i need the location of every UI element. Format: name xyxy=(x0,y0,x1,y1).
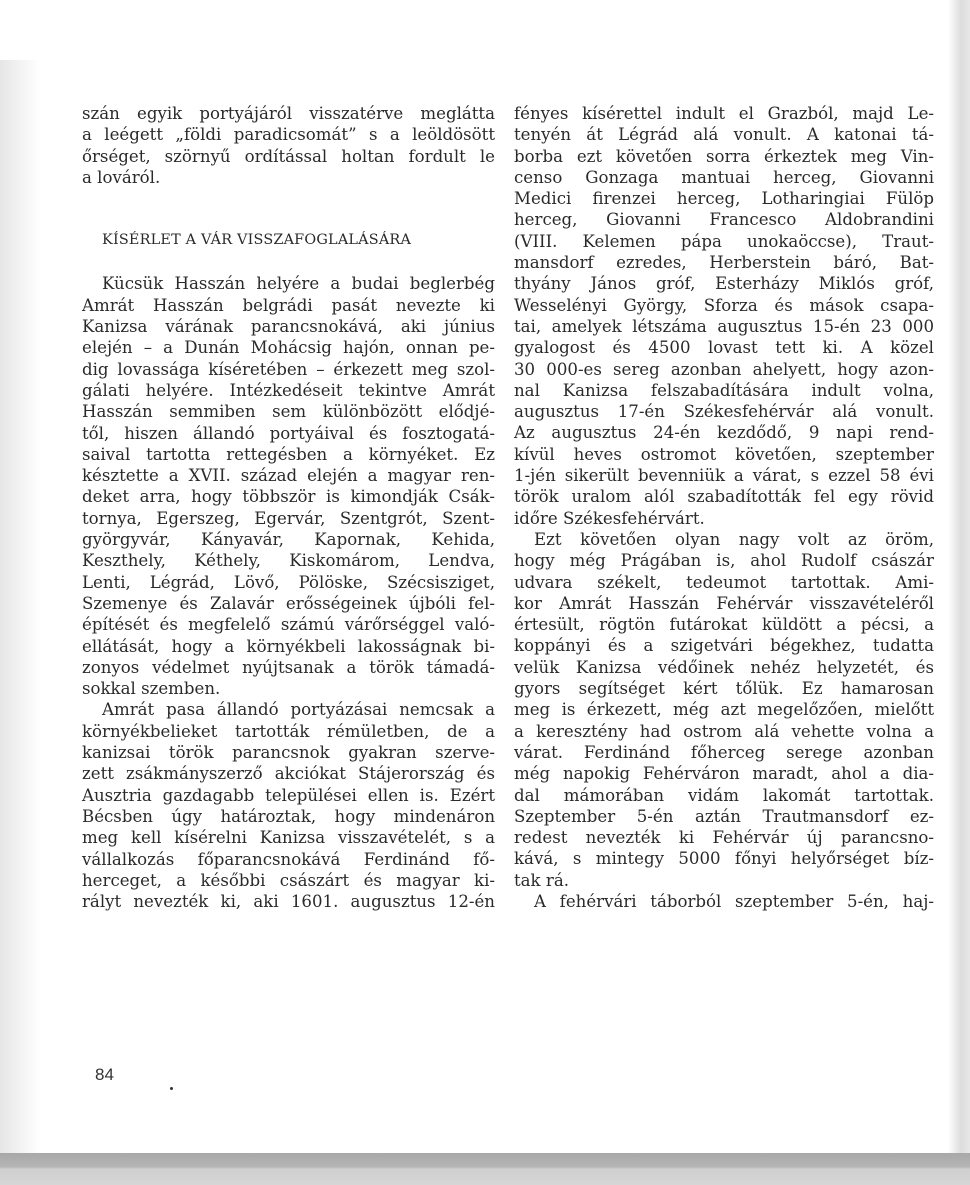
section-heading: KÍSÉRLET A VÁR VISSZAFOGLALÁSÁRA xyxy=(102,232,412,249)
text-line: ellátását, hogy a környékbeli lakosságnak bi- xyxy=(82,636,495,656)
text-line: Szeptember 5-én aztán Trautmansdorf ez- xyxy=(514,806,934,826)
text-line: a leégett „földi paradicsomát” s a leöldösött xyxy=(82,125,495,145)
text-line: 1-jén sikerült bevenniük a várat, s ezzel 58 évi xyxy=(514,466,934,486)
text-line: vállalkozás főparancsnokává Ferdinánd fő- xyxy=(82,849,495,869)
text-line: építését és megfelelő számú várőrséggel való- xyxy=(82,615,495,635)
text-line: a lováról. xyxy=(82,167,161,187)
text-line: Keszthely, Kéthely, Kiskomárom, Lendva, xyxy=(82,551,495,571)
text-line: Ausztria gazdagabb települései ellen is. Ezért xyxy=(82,785,495,805)
text-line: Szemenye és Zalavár erősségeinek újbóli fel- xyxy=(82,593,495,613)
text-line: censo Gonzaga mantuai herceg, Giovanni xyxy=(514,167,934,187)
text-line: Kanizsa várának parancsnokává, aki június xyxy=(82,317,495,337)
text-line: Amrát Hasszán belgrádi pasát nevezte ki xyxy=(82,295,495,315)
text-line: A fehérvári táborból szeptember 5-én, haj- xyxy=(534,891,934,911)
text-line: velük Kanizsa védőinek nehéz helyzetét, és xyxy=(514,657,934,677)
text-line: tak rá. xyxy=(514,870,569,890)
right-column xyxy=(514,103,934,912)
text-line: kívül heves ostromot követően, szeptember xyxy=(514,444,934,464)
text-line: mansdorf ezredes, Herberstein báró, Bat- xyxy=(514,253,934,273)
text-line: saival tartotta rettegésben a környéket. Ez xyxy=(82,444,495,464)
text-line: gyors segítséget kért tőlük. Ez hamarosan xyxy=(514,679,934,699)
text-line: augusztus 17-én Székesfehérvár alá vonult. xyxy=(514,402,934,422)
text-line: borba ezt követően sorra érkeztek meg Vin- xyxy=(514,146,934,166)
text-line: rályt nevezték ki, aki 1601. augusztus 12-én xyxy=(82,892,495,912)
intro-paragraph xyxy=(82,103,495,188)
text-line: még napokig Fehérváron maradt, ahol a dia- xyxy=(514,764,934,784)
text-line: értesült, rögtön futárokat küldött a pécsi, a xyxy=(514,615,934,635)
text-line: nal Kanizsa felszabadítására indult volna, xyxy=(514,380,934,400)
scan-speck xyxy=(170,1087,173,1090)
text-line: Lenti, Légrád, Lövő, Pölöske, Szécsisziget, xyxy=(82,572,495,592)
text-line: (VIII. Kelemen pápa unokaöccse), Traut- xyxy=(514,231,934,251)
text-line: késztette a XVII. század elején a magyar ren- xyxy=(82,466,495,486)
text-line: herceg, Giovanni Francesco Aldobrandini xyxy=(514,210,934,230)
text-line: udvara székelt, tedeumot tartottak. Ami- xyxy=(514,572,934,592)
text-line: thyány János gróf, Esterházy Miklós gróf, xyxy=(514,274,934,294)
text-line: gálati helyére. Intézkedéseit tekintve Amrát xyxy=(82,380,495,400)
left-column xyxy=(82,103,495,912)
text-line: meg is érkezett, még azt megelőzően, mielőtt xyxy=(514,700,934,720)
text-line: Kücsük Hasszán helyére a budai beglerbég xyxy=(102,274,495,294)
text-line: tornya, Egerszeg, Egervár, Szentgrót, Szent- xyxy=(82,508,495,528)
text-line: a keresztény had ostrom alá vehette volna a xyxy=(514,721,934,741)
text-line: hogy még Prágában is, ahol Rudolf császár xyxy=(514,551,934,571)
paragraph xyxy=(82,273,495,699)
text-line: kanizsai török parancsnok gyakran szerve- xyxy=(82,743,495,763)
text-line: dig lovassága kíséretében – érkezett meg szol- xyxy=(82,359,495,379)
text-line: fényes kísérettel indult el Grazból, majd Le- xyxy=(514,104,934,123)
text-line: környékbelieket tartották rémületben, de a xyxy=(82,721,495,741)
text-line: zonyos védelmet nyújtsanak a török támadá- xyxy=(82,657,495,677)
text-line: zett zsákmányszerző akciókat Stájerország és xyxy=(82,764,495,784)
paragraph xyxy=(514,103,934,529)
text-line: elején – a Dunán Mohácsig hajón, onnan pe- xyxy=(82,338,495,358)
text-line: györgyvár, Kányavár, Kapornak, Kehida, xyxy=(82,530,495,550)
text-line: tenyén át Légrád alá vonult. A katonai tá- xyxy=(514,125,934,145)
scan-bottom-edge xyxy=(0,1153,970,1185)
text-line: Hasszán semmiben sem különbözött elődjé- xyxy=(82,402,495,422)
text-line: Ezt követően olyan nagy volt az öröm, xyxy=(534,529,934,549)
text-line: redest nevezték ki Fehérvár új parancsno- xyxy=(514,828,934,848)
text-line: Bécsben úgy határoztak, hogy mindenáron xyxy=(82,806,495,826)
text-line: kává, s mintegy 5000 főnyi helyőrséget bíz- xyxy=(514,849,934,869)
text-line: deket arra, hogy többször is kimondják Csák- xyxy=(82,487,495,507)
text-line: tai, amelyek létszáma augusztus 15-én 23 000 xyxy=(514,316,934,336)
paragraph xyxy=(514,891,934,912)
text-line: Az augusztus 24-én kezdődő, 9 napi rend- xyxy=(514,423,934,443)
scan-left-shadow xyxy=(0,60,40,1160)
text-line: sokkal szemben. xyxy=(82,679,221,699)
text-line: Medici firenzei herceg, Lotharingiai Fülöp xyxy=(514,189,934,209)
text-line: Wesselényi György, Sforza és mások csapa- xyxy=(514,295,934,315)
paragraph xyxy=(82,699,495,912)
text-line: től, hiszen állandó portyáival és fosztogatá- xyxy=(82,423,495,443)
text-line: gyalogost és 4500 lovast tett ki. A közel xyxy=(514,338,934,358)
text-line: koppányi és a szigetvári bégekhez, tudatta xyxy=(514,636,934,656)
text-line: meg kell kísérelni Kanizsa visszavételét, s a xyxy=(82,828,495,848)
text-line: 30 000-es sereg azonban ahelyett, hogy azon- xyxy=(514,359,934,379)
text-line: herceget, a későbbi császárt és magyar ki- xyxy=(82,870,495,890)
text-line: török uralom alól szabadították fel egy rövid xyxy=(514,487,934,507)
text-line: dal mámorában vidám lakomát tartottak. xyxy=(514,785,934,805)
text-line: várat. Ferdinánd főherceg serege azonban xyxy=(514,742,934,762)
page-number: 84 xyxy=(95,1065,114,1084)
text-line: őrséget, szörnyű ordítással holtan fordult le xyxy=(82,146,495,166)
text-line: időre Székesfehérvárt. xyxy=(514,508,705,528)
paragraph xyxy=(514,529,934,891)
text-line: Amrát pasa állandó portyázásai nemcsak a xyxy=(102,700,495,720)
scan-right-edge-shadow xyxy=(948,0,970,1185)
text-line: kor Amrát Hasszán Fehérvár visszavételéről xyxy=(514,593,934,613)
text-line: szán egyik portyájáról visszatérve meglátta xyxy=(82,104,495,123)
